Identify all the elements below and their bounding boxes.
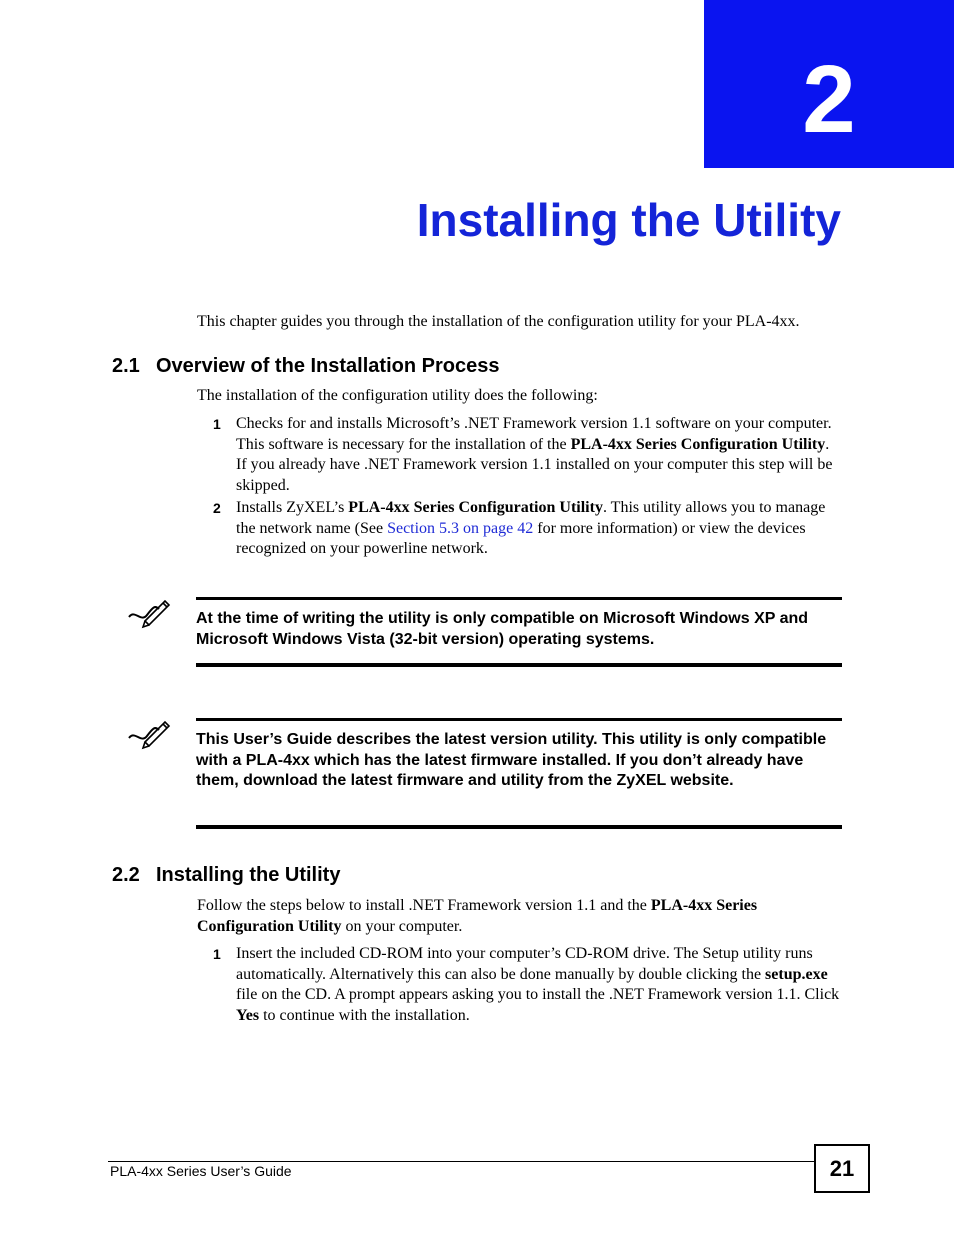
section-lead: The installation of the configuration utility does the following:: [197, 387, 598, 404]
list-item: [213, 414, 843, 496]
section-title: Installing the Utility: [156, 864, 341, 886]
section-number: 2.1: [112, 355, 140, 377]
note-pen-icon: [125, 595, 173, 631]
section-heading-2-1: [112, 354, 499, 378]
chapter-number: 2: [802, 46, 856, 153]
section-heading-2-2: [112, 863, 340, 887]
list-item-text: Checks for and installs Microsoft’s .NET Framework version 1.1 software on your computer. This software is necessary for the installation of the PLA-4xx Series Configuration Utility. If you already have .NET Framework version 1.1 installed on your computer this step will be skipped.: [236, 415, 833, 494]
section-lead: Follow the steps below to install .NET Framework version 1.1 and the PLA-4xx Series Configuration Utility on your computer.: [197, 897, 758, 935]
list-item: [213, 498, 843, 560]
page-number: 21: [829, 1156, 855, 1181]
chapter-title: Installing the Utility: [416, 194, 841, 246]
list-item-number: 1: [213, 946, 221, 962]
list-item-text: Insert the included CD-ROM into your computer’s CD-ROM drive. The Setup utility runs automatically. Alternatively this can also be done manually by double clicking the setup.exe file on the CD. A prompt appears asking you to install the .NET Framework version 1.1. Click Yes to continue with the installation.: [236, 945, 840, 1024]
section-link[interactable]: Section 5.3 on page 42: [387, 519, 534, 537]
page-number-box: [814, 1144, 870, 1193]
footer-title: PLA-4xx Series User’s Guide: [110, 1163, 292, 1179]
chapter-number-box: [704, 0, 954, 168]
note-top-rule: [196, 718, 842, 721]
note-pen-icon: [125, 716, 173, 752]
list-item-text: Installs ZyXEL’s PLA-4xx Series Configuration Utility. This utility allows you to manage the network name (See Section 5.3 on page 42 for more information) or view the devices recognized on your powerline network.: [236, 499, 826, 557]
section-title: Overview of the Installation Process: [156, 355, 500, 377]
note-bottom-rule: [196, 663, 842, 667]
list-item: [213, 944, 843, 1026]
list-item-number: 2: [213, 500, 221, 516]
note-top-rule: [196, 597, 842, 600]
note-bottom-rule: [196, 825, 842, 829]
note-text: At the time of writing the utility is only compatible on Microsoft Windows XP and Microsoft Windows Vista (32-bit version) operating systems.: [196, 610, 809, 648]
intro-paragraph: This chapter guides you through the installation of the configuration utility for your PLA-4xx.: [197, 313, 800, 330]
list-item-number: 1: [213, 416, 221, 432]
section-number: 2.2: [112, 864, 140, 886]
note-text: This User’s Guide describes the latest version utility. This utility is only compatible with a PLA-4xx which has the latest firmware installed. If you don’t already have them, download the latest firmware and utility from the ZyXEL website.: [196, 731, 827, 789]
